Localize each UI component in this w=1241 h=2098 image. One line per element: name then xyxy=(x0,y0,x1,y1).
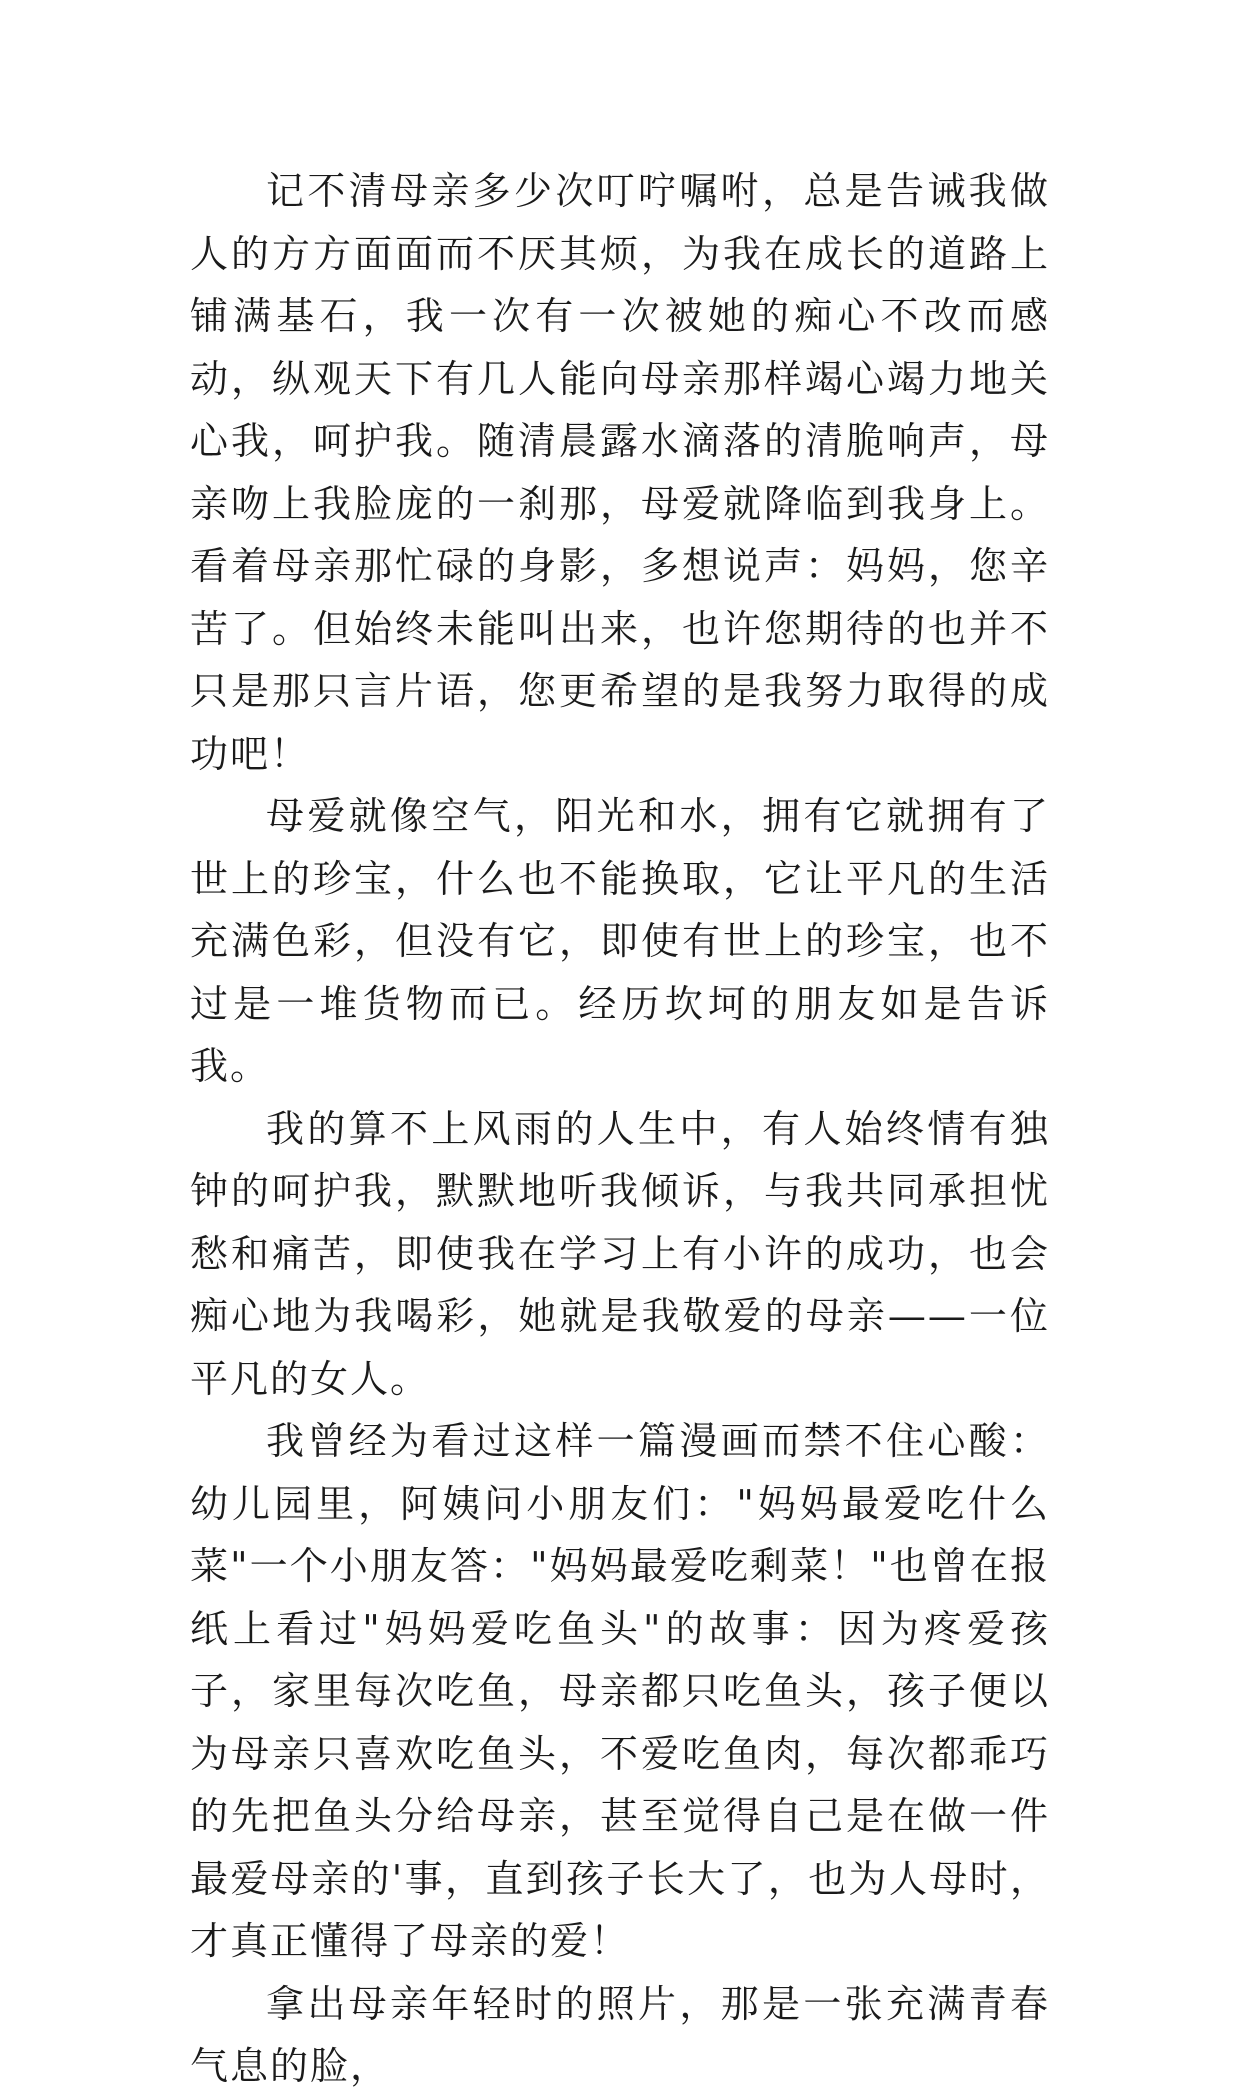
paragraph-1: 记不清母亲多少次叮咛嘱咐，总是告诫我做人的方方面面而不厌其烦，为我在成长的道路上铺满基石，我一次有一次被她的痴心不改而感动，纵观天下有几人能向母亲那样竭心竭力地关心我，呵护我。随清晨露水滴落的清脆响声，母亲吻上我脸庞的一刹那，母爱就降临到我身上。看着母亲那忙碌的身影，多想说声：妈妈，您辛苦了。但始终未能叫出来，也许您期待的也并不只是那只言片语，您更希望的是我努力取得的成功吧！ xyxy=(190,169,1050,776)
paragraph-3: 我的算不上风雨的人生中，有人始终情有独钟的呵护我，默默地听我倾诉，与我共同承担忧愁和痛苦，即使我在学习上有小许的成功，也会痴心地为我喝彩，她就是我敬爱的母亲——一位平凡的女人。 xyxy=(190,1106,1050,1401)
paragraph-2: 母爱就像空气，阳光和水，拥有它就拥有了世上的珍宝，什么也不能换取，它让平凡的生活充满色彩，但没有它，即使有世上的珍宝，也不过是一堆货物而已。经历坎坷的朋友如是告诉我。 xyxy=(190,794,1050,1088)
paragraph-5: 拿出母亲年轻时的照片，那是一张充满青春气息的脸， xyxy=(190,1981,1050,2088)
paragraph-4: 我曾经为看过这样一篇漫画而禁不住心酸：幼儿园里，阿姨问小朋友们："妈妈最爱吃什么菜"一个小朋友答："妈妈最爱吃剩菜！"也曾在报纸上看过"妈妈爱吃鱼头"的故事：因为疼爱孩子，家里每次吃鱼，母亲都只吃鱼头，孩子便以为母亲只喜欢吃鱼头，不爱吃鱼肉，每次都乖巧的先把鱼头分给母亲，甚至觉得自己是在做一件最爱母亲的'事，直到孩子长大了，也为人母时，才真正懂得了母亲的爱！ xyxy=(190,1419,1050,1963)
document-body xyxy=(190,160,1050,2098)
